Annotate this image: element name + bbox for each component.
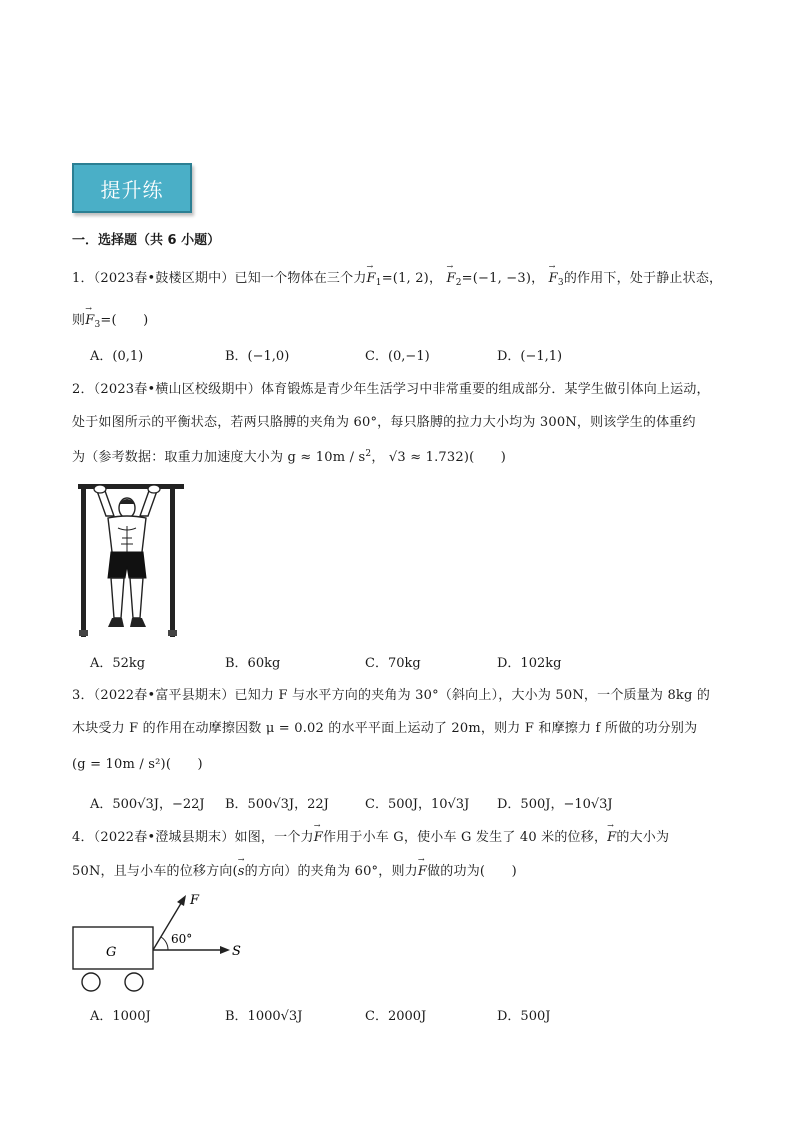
pull-up-figure bbox=[74, 480, 186, 640]
q1-option-d[interactable]: D．(−1,1) bbox=[497, 349, 563, 364]
q3-line1: 3．（2022春•富平县期末）已知力 F 与水平方向的夹角为 30°（斜向上），大小为 50N，一个质量为 8kg 的 bbox=[72, 688, 711, 703]
q3-line2: 木块受力 F 的作用在动摩擦因数 μ = 0.02 的水平平面上运动了 20m，则力 F 和摩擦力 f 所做的功分别为 bbox=[72, 721, 698, 736]
q2-options bbox=[90, 652, 730, 670]
q1-line1: 1．（2023春•鼓楼区期中）已知一个物体在三个力→ $F_1=(1$, 2)， → $F_2=(-1$, −3)， → $F_3$的作用下，处于静止状态， bbox=[72, 267, 722, 288]
q1-line2: 则→ $F_3=$( ) bbox=[72, 309, 148, 330]
label-angle: 60° bbox=[171, 932, 193, 946]
q1-option-b[interactable]: B．(−1,0) bbox=[225, 349, 290, 364]
cart-wheel bbox=[125, 973, 143, 991]
q1-f1-value: =(1, 2)， bbox=[381, 271, 443, 286]
force-vector: → F bbox=[418, 864, 427, 879]
banner-title: 提升练 bbox=[100, 177, 164, 202]
q3-option-b[interactable]: B．500√3J，22J bbox=[225, 797, 329, 812]
q1-f2-value: =(−1, −3)， bbox=[461, 271, 545, 286]
q4-option-b[interactable]: B．1000√3J bbox=[225, 1009, 303, 1024]
force-vector: → F bbox=[314, 830, 323, 845]
f2-vector: → F bbox=[447, 271, 456, 286]
q4-option-a[interactable]: A．1000J bbox=[90, 1009, 151, 1024]
q3-option-a[interactable]: A．500√3J，−22J bbox=[90, 797, 205, 812]
q4-line1: 4．（2022春•澄城县期末）如图，一个力→ F作用于小车 G，使小车 G 发生了 40 米的位移，→ F的大小为 bbox=[72, 826, 669, 845]
q3-option-d[interactable]: D．500J，−10√3J bbox=[497, 797, 613, 812]
displacement-vector: → s bbox=[238, 864, 245, 879]
q4-options bbox=[90, 1005, 730, 1023]
q2-line2: 处于如图所示的平衡状态，若两只胳膊的夹角为 60°，每只胳膊的拉力大小均为 300N，则该学生的体重约 bbox=[72, 415, 696, 430]
q3-option-c[interactable]: C．500J，10√3J bbox=[365, 797, 470, 812]
q2-option-a[interactable]: A．52kg bbox=[90, 656, 146, 671]
q1-option-c[interactable]: C．(0,−1) bbox=[365, 349, 430, 364]
q2-line3: 为（参考数据：取重力加速度大小为 $g \approx 10m / s^2$， √3 ≈ 1.732)( ) bbox=[72, 449, 507, 465]
q2-option-c[interactable]: C．70kg bbox=[365, 656, 421, 671]
force-vector: → F bbox=[607, 830, 616, 845]
cart-wheel bbox=[82, 973, 100, 991]
label-F: F bbox=[190, 893, 200, 908]
label-G: G bbox=[106, 945, 117, 960]
f3-vector-ask: → F bbox=[85, 313, 94, 328]
q1-text-a: 1．（2023春•鼓楼区期中）已知一个物体在三个力 bbox=[72, 271, 367, 286]
q1-options bbox=[90, 345, 730, 363]
practice-banner bbox=[72, 163, 192, 213]
q2-option-b[interactable]: B．60kg bbox=[225, 656, 281, 671]
f3-vector: → F bbox=[549, 271, 558, 286]
q4-line2: 50N，且与小车的位移方向(→ s的方向）的夹角为 60°，则力→ F做的功为( ) bbox=[72, 860, 517, 879]
sqrt3-symbol: √3 bbox=[388, 450, 406, 465]
q4-option-d[interactable]: D．500J bbox=[497, 1009, 551, 1024]
q2-line1: 2．（2023春•横山区校级期中）体育锻炼是青少年生活学习中非常重要的组成部分．某学生做引体向上运动， bbox=[72, 382, 710, 397]
cart-figure bbox=[70, 890, 250, 995]
q1-option-a[interactable]: A．(0,1) bbox=[90, 349, 144, 364]
f1-vector: → F bbox=[367, 271, 376, 286]
label-S: S bbox=[232, 944, 241, 959]
q2-option-d[interactable]: D．102kg bbox=[497, 656, 562, 671]
q4-option-c[interactable]: C．2000J bbox=[365, 1009, 427, 1024]
q1-text-b: 的作用下，处于静止状态， bbox=[563, 271, 723, 286]
section-heading: 一．选择题（共 6 小题） bbox=[72, 233, 221, 248]
q3-line3: (g = 10m / s²)( ) bbox=[72, 757, 203, 772]
q3-options bbox=[90, 793, 730, 811]
